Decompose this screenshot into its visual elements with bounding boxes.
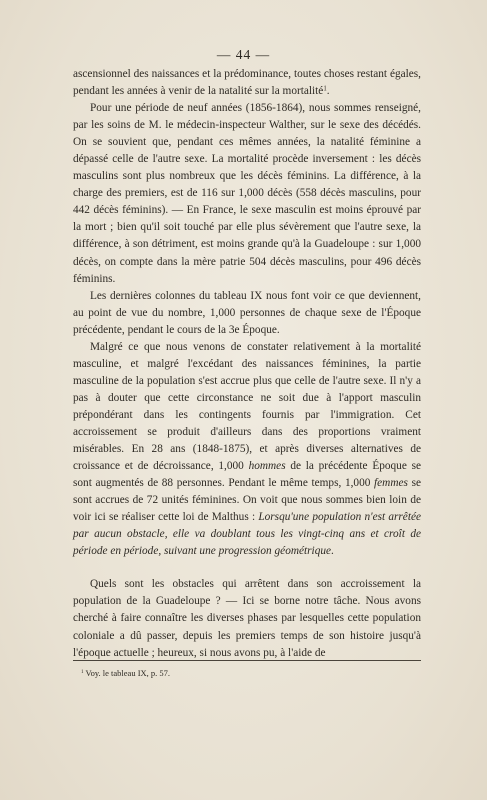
malthus-quote: Lorsqu'une population n'est arrêtée par aucun obstacle, elle va doublant tous les vingt-cinq ans et croît de période en période, suivant une progression géométrique bbox=[73, 511, 421, 558]
paragraph-1-text: ascensionnel des naissances et la prédominance, toutes choses restant égales, pendant les années à venir de la natalité sur la mortalité bbox=[73, 68, 421, 98]
paragraph-5: Quels sont les obstacles qui arrêtent dans son accroissement la population de la Guadeloupe ? — Ici se borne notre tâche. Nous avons cherché à faire connaître les diverses phases par lesquelles cette population coloniale a dû passer, depuis les premiers temps de son histoire jusqu'à l'époque actuelle ; heureux, si nous avons pu, à l'aide de bbox=[73, 578, 421, 659]
italic-femmes: femmes bbox=[374, 477, 408, 490]
page-number: — 44 — bbox=[216, 47, 271, 62]
footnote bbox=[81, 667, 421, 679]
italic-hommes: hommes bbox=[248, 460, 286, 473]
paragraph-4-part-4: . bbox=[331, 545, 334, 558]
paragraph-4 bbox=[73, 339, 421, 561]
footnote-text: Voy. le tableau IX, p. 57. bbox=[85, 668, 171, 678]
paragraph-4-part-1: Malgré ce que nous venons de constater relativement à la mortalité masculine, et malgré l'excédant des naissances féminines, la partie masculine de la population s'est accrue plus que celle de l'autre sexe. Il n'y a pas à douter que cette circonstance ne soit due à l'apport masculin prépondérant dans les contingents fournis par l'immigration. Cet accroissement se produit d'ailleurs dans des proportions vraiment misérables. En 28 ans (1848-1875), et après diverses alternatives de croissance et de décroissance, 1,000 bbox=[73, 340, 421, 473]
paragraph-3: Les dernières colonnes du tableau IX nous font voir ce que deviennent, au point de vue du nombre, 1,000 personnes de chaque sexe de l'Époque précédente, pendant le cours de la 3e Époque. bbox=[73, 289, 421, 336]
paragraph-2: Pour une période de neuf années (1856-1864), nous sommes renseigné, par les soins de M. le médecin-inspecteur Walther, sur le sexe des décédés. On se souvient que, pendant ces mêmes années, la natalité féminine a dépassé celle de l'autre sexe. La mortalité procède inversement : les décès masculins sont plus nombreux que les décès féminins. La différence, à la charge des premiers, est de 116 sur 1,000 décès (558 décès masculins, pour 442 décès féminins). — En France, le sexe masculin est moins éprouvé par la mort ; bien qu'il soit touché par elle plus sévèrement que l'autre sexe, la différence, à son détriment, est moins grande qu'à la Guadeloupe : sur 1,000 décès, on compte dans la mère patrie 504 décès masculins, pour 496 décès féminins. bbox=[73, 102, 421, 285]
paragraph-4-part-3: se sont accrues de 72 unités féminines. On voit que nous sommes bien loin de voir ici se réaliser cette loi de Malthus : bbox=[73, 477, 421, 524]
body-text bbox=[73, 66, 421, 662]
paragraph-4-part-2: de la précédente Époque se sont augmentés de 88 personnes. Pendant le même temps, 1,000 bbox=[73, 460, 421, 490]
footnote-divider bbox=[73, 660, 421, 661]
paragraph-1-end: . bbox=[326, 85, 330, 98]
footnote-reference: 1 bbox=[323, 85, 327, 93]
paragraph-1 bbox=[73, 66, 421, 100]
footnote-marker: 1 bbox=[81, 669, 84, 676]
